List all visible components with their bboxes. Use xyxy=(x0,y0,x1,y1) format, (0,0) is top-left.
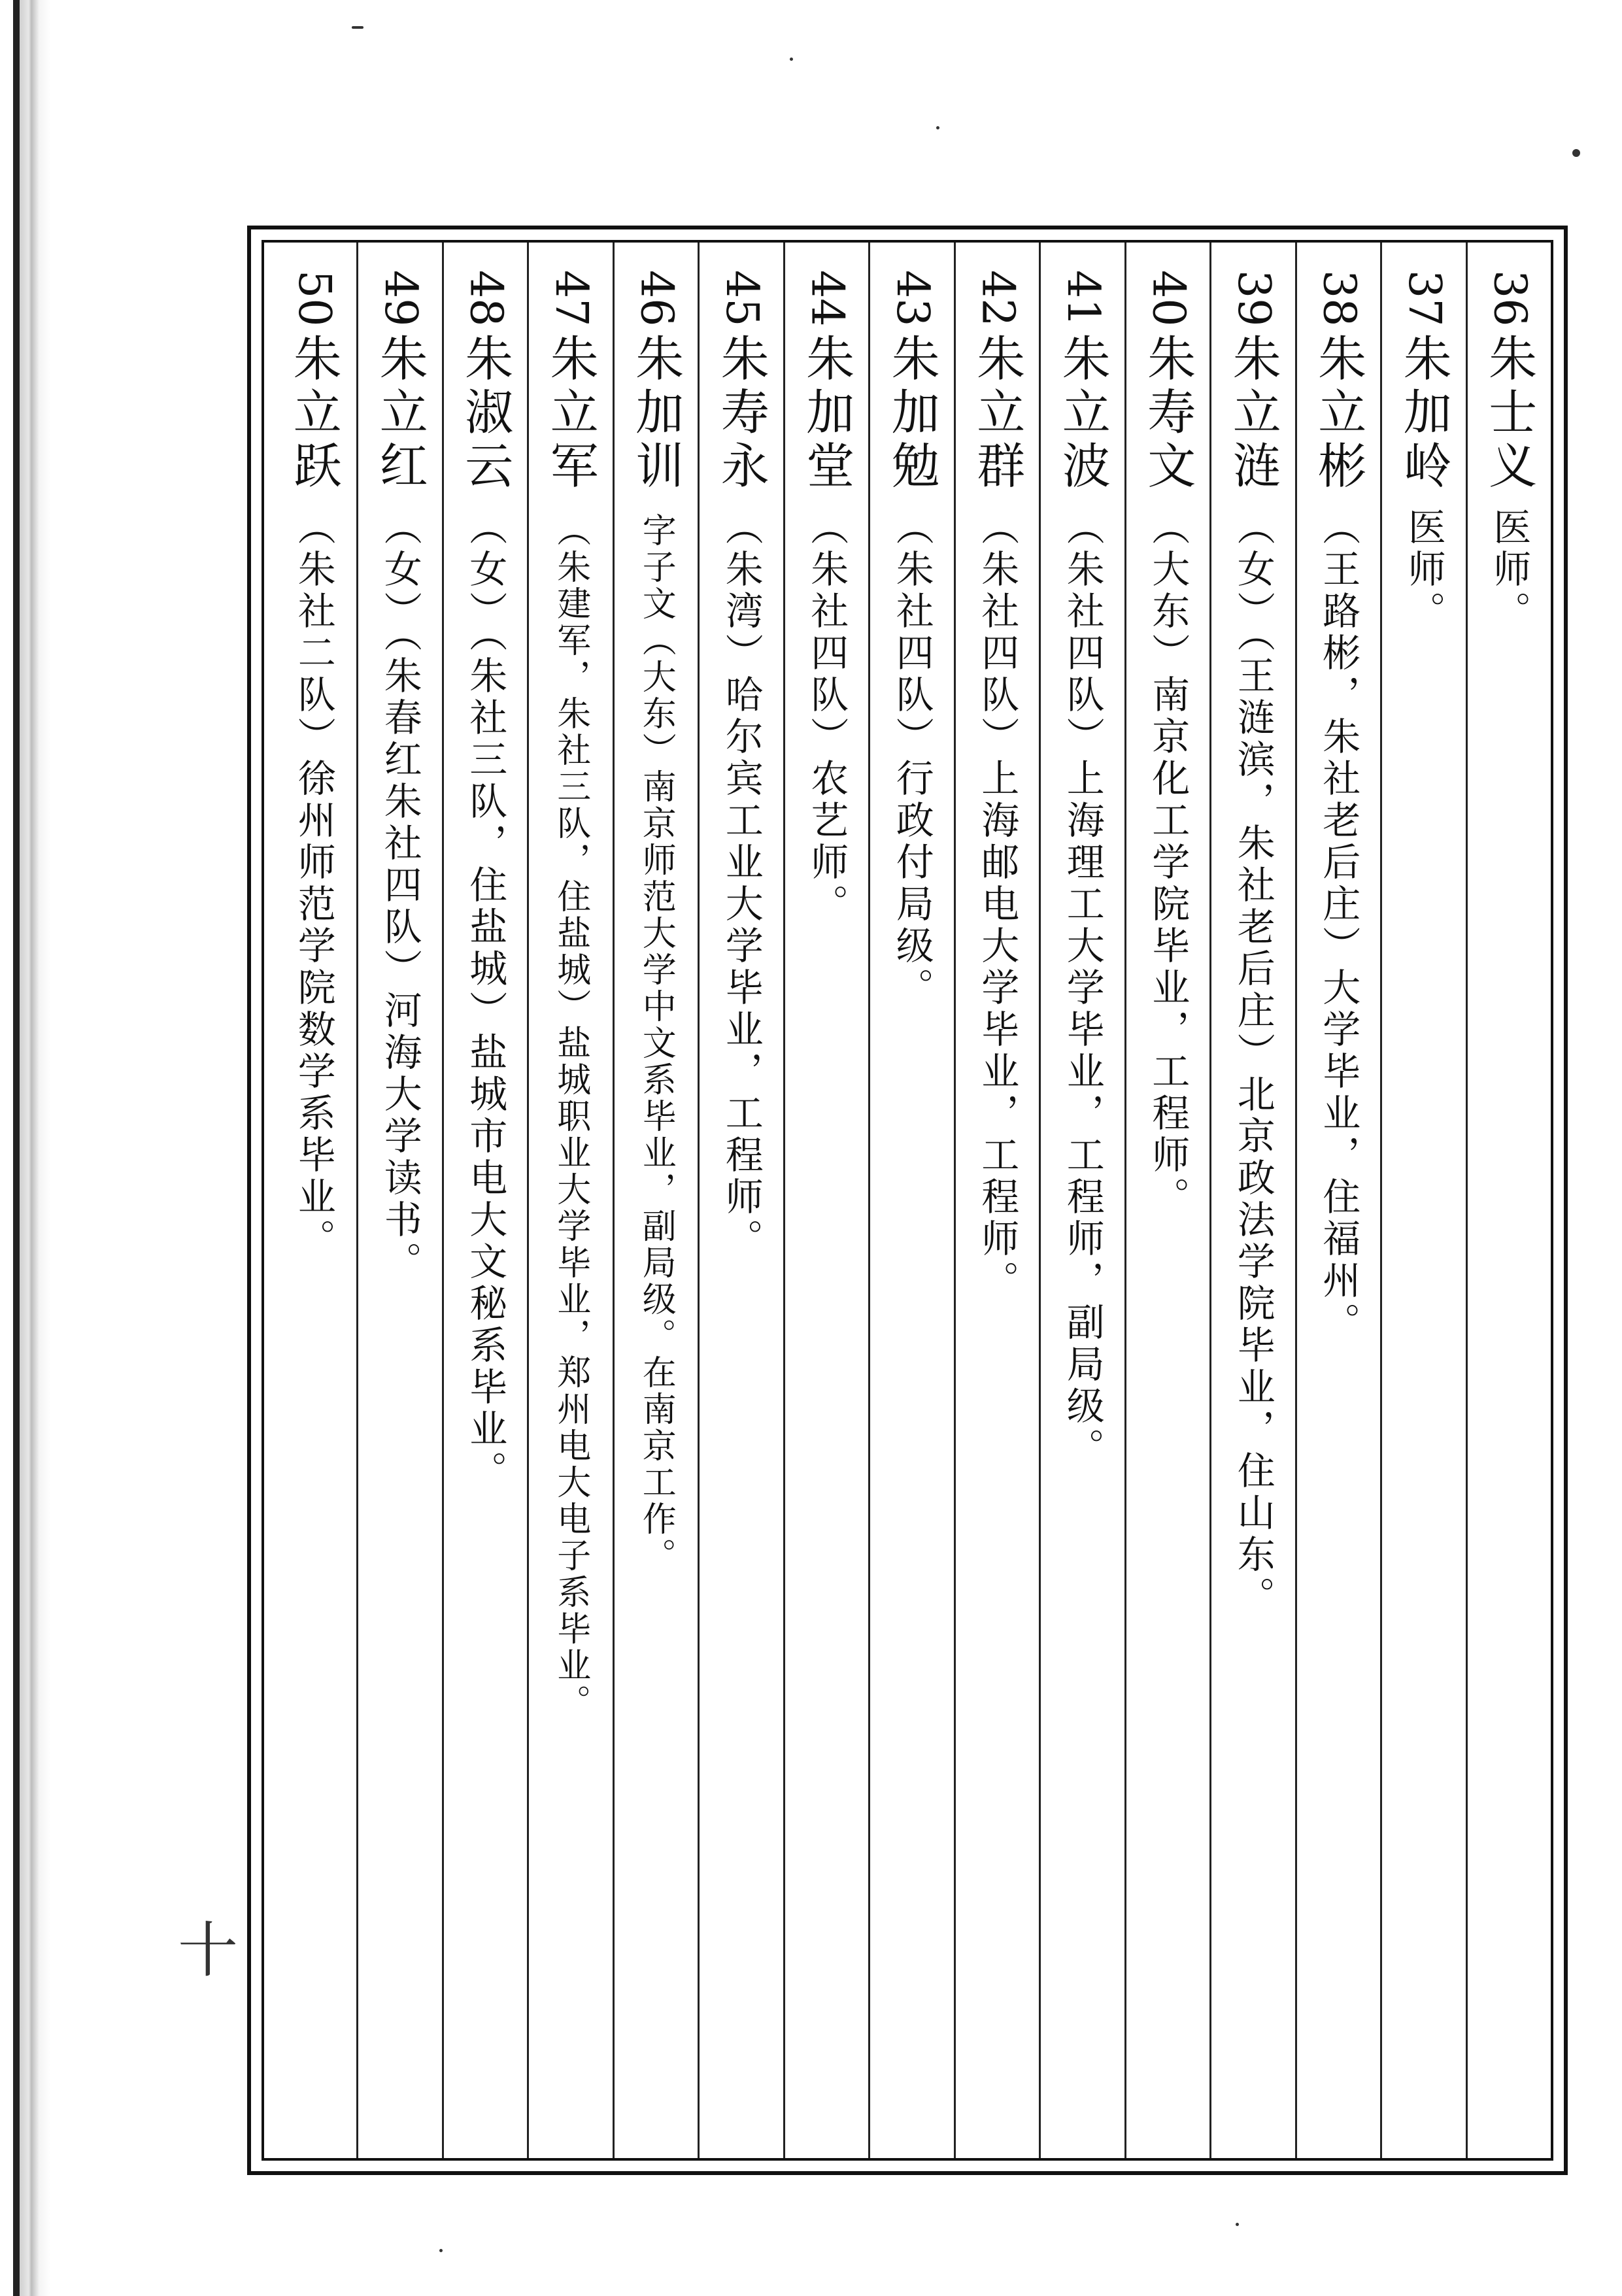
scan-binding-edge xyxy=(0,0,51,2296)
entry-column xyxy=(271,243,357,2158)
scan-speck xyxy=(936,126,939,129)
entry-number: 42 xyxy=(972,270,1024,327)
entry-name: 朱士义 xyxy=(1481,333,1538,494)
entry-column xyxy=(868,243,954,2158)
entry-number: 45 xyxy=(715,270,768,327)
entry-text xyxy=(628,270,684,2158)
entry-name: 朱加岭 xyxy=(1395,333,1452,494)
entry-text xyxy=(371,270,428,2158)
entry-column xyxy=(1380,243,1466,2158)
entry-name: 朱立涟 xyxy=(1225,333,1281,494)
scan-speck xyxy=(790,58,793,61)
entry-name: 朱立彬 xyxy=(1310,333,1367,494)
entry-text xyxy=(1054,270,1111,2158)
entry-name: 朱加勉 xyxy=(883,333,940,494)
entry-text xyxy=(542,270,599,2158)
entry-text xyxy=(713,270,769,2158)
entry-description: （女）（王涟滨，朱社老后庄）北京政法学院毕业，住山东。 xyxy=(1230,507,1276,1618)
entry-column xyxy=(1124,243,1210,2158)
entry-column xyxy=(1295,243,1381,2158)
entry-description: （朱社四队）上海理工大学毕业，工程师，副局级。 xyxy=(1060,507,1105,1470)
entry-column xyxy=(442,243,528,2158)
entry-number: 37 xyxy=(1398,270,1450,327)
scan-speck xyxy=(1572,149,1580,157)
entry-column xyxy=(1039,243,1124,2158)
record-table xyxy=(262,240,1553,2161)
entry-column xyxy=(356,243,442,2158)
entry-number: 47 xyxy=(545,270,597,327)
entry-text xyxy=(1225,270,1281,2158)
entry-name: 朱立群 xyxy=(969,333,1026,494)
margin-cross-mark: 十 xyxy=(178,1916,239,1985)
entry-column xyxy=(954,243,1039,2158)
entry-column xyxy=(1209,243,1295,2158)
entry-number: 39 xyxy=(1227,270,1279,327)
entry-description: （朱社二队）徐州师范学院数学系毕业。 xyxy=(291,507,336,1260)
entry-text xyxy=(285,270,342,2158)
entry-column xyxy=(613,243,698,2158)
entry-text xyxy=(1481,270,1538,2158)
entry-name: 朱淑云 xyxy=(457,333,514,494)
entry-column xyxy=(527,243,613,2158)
entry-description: 医师。 xyxy=(1487,507,1532,633)
entry-number: 46 xyxy=(630,270,683,327)
entry-number: 43 xyxy=(886,270,938,327)
record-table-frame xyxy=(247,226,1568,2175)
entry-name: 朱寿永 xyxy=(713,333,769,494)
entry-text xyxy=(1140,270,1196,2158)
entry-text xyxy=(969,270,1026,2158)
entry-number: 41 xyxy=(1056,270,1109,327)
entry-description: （朱社四队）上海邮电大学毕业，工程师。 xyxy=(975,507,1020,1302)
entry-name: 朱立跃 xyxy=(285,333,342,494)
entry-name: 朱加堂 xyxy=(798,333,855,494)
entry-text xyxy=(1395,270,1452,2158)
entry-text xyxy=(798,270,855,2158)
entry-description: （朱湾）哈尔宾工业大学毕业，工程师。 xyxy=(718,507,764,1260)
entry-number: 49 xyxy=(374,270,426,327)
entry-column xyxy=(698,243,783,2158)
entry-name: 朱立红 xyxy=(371,333,428,494)
entry-name: 朱加训 xyxy=(628,333,684,494)
entry-number: 38 xyxy=(1313,270,1365,327)
entry-description: （朱社四队）行政付局级。 xyxy=(889,507,934,1009)
entry-text xyxy=(883,270,940,2158)
entry-number: 48 xyxy=(460,270,512,327)
entry-description: 医师。 xyxy=(1401,507,1446,633)
scan-speck xyxy=(439,2249,443,2252)
scan-speck xyxy=(1236,2223,1239,2226)
entry-description: （大东）南京化工学院毕业，工程师。 xyxy=(1145,507,1191,1219)
entry-name: 朱立波 xyxy=(1054,333,1111,494)
entry-name: 朱立军 xyxy=(542,333,599,494)
scan-speck xyxy=(352,26,363,29)
entry-description: （女）（朱社三队，住盐城）盐城市电大文秘系毕业。 xyxy=(463,507,508,1493)
entry-description: （朱建军，朱社三队，住盐城）盐城职业大学毕业，郑州电大电子系毕业。 xyxy=(550,512,590,1721)
entry-column xyxy=(783,243,869,2158)
entry-description: （王路彬，朱社老后庄）大学毕业，住福州。 xyxy=(1316,507,1361,1344)
entry-number: 50 xyxy=(288,270,340,327)
entry-name: 朱寿文 xyxy=(1140,333,1196,494)
entry-number: 40 xyxy=(1142,270,1194,327)
entry-text xyxy=(457,270,514,2158)
entry-column xyxy=(1466,243,1551,2158)
entry-number: 36 xyxy=(1483,270,1536,327)
entry-description: （女）（朱春红朱社四队）河海大学读书。 xyxy=(377,507,422,1283)
entry-text xyxy=(1310,270,1367,2158)
entry-description: 字子文（大东）南京师范大学中文系毕业，副局级。在南京工作。 xyxy=(636,512,676,1574)
entry-number: 44 xyxy=(801,270,853,327)
entry-description: （朱社四队）农艺师。 xyxy=(804,507,849,926)
